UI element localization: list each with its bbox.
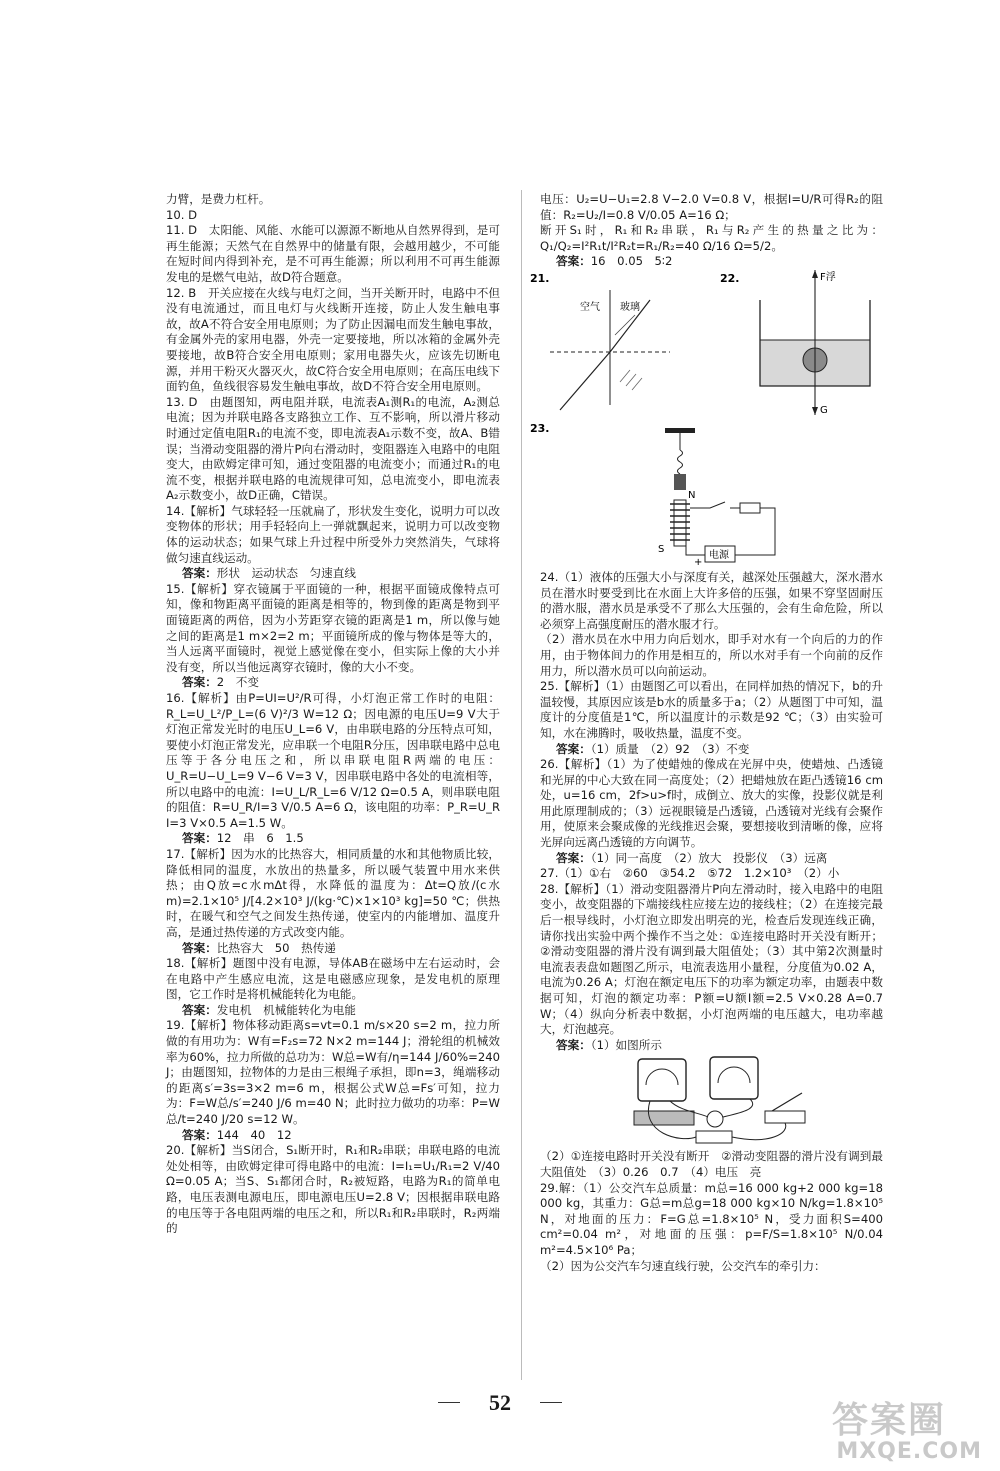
- coil: [670, 504, 690, 540]
- switch: [690, 502, 725, 508]
- answer-20-heat-ratio: 断开S₁时，R₁和R₂串联，R₁与R₂产生的热量之比为：Q₁/Q₂=I²R₁t/I²R₂t=R₁/R₂=40 Ω/16 Ω=5/2。: [540, 223, 883, 253]
- answer-20-analysis: 20.【解析】当S闭合，S₁断开时，R₁和R₂串联；串联电路的电流处处相等，由欧姆定律可得电路中的电流：I=I₁=U₁/R₁=2 V/40 Ω=0.05 A；当S、S₁都闭合时，R₂被短路，电路为R₁的简单电路，电压表测电源电压，即电源电压U=2.8 V；因根据串联电路的电压等于各电阻两端的电压之和，所以R₁和R₂串联时，R₂两端的: [166, 1143, 500, 1236]
- incident-ray: [560, 352, 610, 410]
- answer-17-analysis: 17.【解析】因为水的比热容大，相同质量的水和其他物质比较，降低相同的温度，水放出的热量多，所以暖气装置中用水来供热；由Q放=c水mΔt得，水降低的温度为：Δt=Q放/(c水m)=2.1×10⁵ J/[4.2×10³ J/(kg·℃)×1×10³ kg]=50 ℃；供热时，在暖气和空气之间发生热传递，使室内的内能增加、温度升高，是通过热传递的方式改变内能。: [166, 846, 500, 939]
- voltmeter: [638, 1059, 686, 1101]
- answer-16-key: 答案：12 串 6 1.5: [182, 831, 304, 846]
- answer-25-key: 答案：（1）质量 （2）92 （3）不变: [556, 741, 750, 756]
- answer-16-analysis: 16.【解析】由P=UI=U²/R可得，小灯泡正常工作时的电阻：R_L=U_L²/P_L=(6 V)²/3 W=12 Ω；因电源的电压U=9 V大于灯泡正常发光时的电压U_L=6 V，由串联电路的分压特点可知，要使小灯泡正常发光，应串联一个电阻R分压，因串联电路中总电压等于各分电压之和，所以串联电阻R两端的电压：U_R=U−U_L=9 V−6 V=3 V，因串联电路中各处的电流相等，所以电路中的电流：I=U_L/R_L=6 V/12 Ω=0.5 A，则串联电阻的阻值：R=U_R/I=3 V/0.5 A=6 Ω，该电阻的功率：P_R=U_R I=3 V×0.5 A=1.5 W。: [166, 691, 500, 830]
- watermark-bottom: MXQE.COM: [836, 1439, 982, 1464]
- circuit-photo-figure: [540, 1053, 883, 1149]
- label-glass: 玻璃: [620, 301, 640, 313]
- answer-24-part1: 24.（1）液体的压强大小与深度有关，越深处压强越大，深水潜水员在潜水时要受到比在水面上大许多倍的压强，如果不穿坚固耐压的潜水服，潜水员是承受不了那么大压强的，会有生命危险，所以必须穿上高强度耐压的潜水服才行。: [540, 569, 883, 631]
- label-plus: +: [694, 556, 703, 568]
- page-number: 52: [489, 1390, 511, 1415]
- support-bar: [665, 428, 695, 433]
- answer-19-analysis: 19.【解析】物体移动距离s=vt=0.1 m/s×20 s=2 m，拉力所做的有用功为：W有=F₂s=72 N×2 m=144 J；滑轮组的机械效率为60%，拉力所做的总功为：W总=W有/η=144 J/60%=240 J；由题图知，拉物体的力是由三根绳子承担，即n=3，绳端移动的距离s′=3s=3×2 m=6 m，根据公式W总=Fs′可知，拉力为：F=W总/s′=240 J/6 m=40 N；此时拉力做功的功率：P=W总/t=240 J/20 s=12 W。: [166, 1018, 500, 1127]
- answer-26-key: 答案：（1）同一高度 （2）放大 投影仪 （3）远离: [556, 850, 828, 865]
- iron-core: [674, 500, 686, 546]
- ammeter: [710, 1057, 758, 1099]
- answer-20-key: 答案：16 0.05 5∶2: [556, 254, 673, 269]
- answer-27: 27.（1）①右 ②60 ③54.2 ⑤72 1.2×10³ （2）小: [540, 866, 840, 881]
- answer-29-part2: （2）因为公交汽车匀速直线行驶，公交汽车的牵引力：: [540, 1258, 826, 1273]
- label-n: N: [688, 489, 696, 501]
- refraction-and-buoyancy-figures: [530, 270, 883, 420]
- figures-21-22: [530, 270, 883, 420]
- electromagnet-figure: [530, 420, 883, 570]
- hatching: [620, 370, 642, 390]
- answer-12: 12. B 开关应接在火线与电灯之间，当开关断开时，电路中不但没有电流通过，而且电灯与火线断开连接，防止人发生触电事故，故A不符合安全用电原则；为了防止因漏电而发生触电事故，有金属外壳的家用电器，外壳一定要接地，所以冰箱的金属外壳要接地，故B符合安全用电原则；家用电器失火，应该先切断电源，并用干粉灭火器灭火，故C符合安全用电原则；在高压电线下面钓鱼，鱼线很容易发生触电事故，故D不符合安全用电原则。: [166, 285, 500, 394]
- switch-base: [765, 1111, 805, 1123]
- fig23-number: 23.: [530, 421, 550, 435]
- label-buoyancy: F浮: [820, 271, 836, 283]
- answer-19-key: 答案：144 40 12: [182, 1127, 292, 1142]
- answer-28-analysis: 28.【解析】（1）滑动变阻器滑片P向左滑动时，接入电路中的电阻变小，故变阻器的下端接线柱应接左边的接线柱；（2）在连接完最后一根导线时，小灯泡立即发出明亮的光，检查后发现连线正确，请你找出实验中两个操作不当之处：①连接电路时开关没有断开；②滑动变阻器的滑片没有调到最大阻值处；（3）其中第2次测量时电流表表盘如题图乙所示，电流表选用小量程，分度值为0.02 A，电流为0.26 A；灯泡在额定电压下的功率为额定功率，由题表中数据可知，灯泡的额定功率：P额=U额I额=2.5 V×0.28 A=0.7 W；（4）纵向分析表中数据，小灯泡两端的电压越大，电功率越大，灯泡越亮。: [540, 881, 883, 1037]
- page-number-rule-right: [540, 1402, 562, 1403]
- answer-28-key-continued: （2）①连接电路时开关没有断开 ②滑动变阻器的滑片没有调到最大阻值处 （3）0.26 0.7 （4）电压 亮: [540, 1149, 883, 1179]
- answer-17-key: 答案：比热容大 50 热传递: [182, 940, 336, 955]
- watermark-logo: [832, 1402, 982, 1468]
- label-power: 电源: [709, 549, 729, 561]
- answer-18-analysis: 18.【解析】题图中没有电源，导体AB在磁场中左右运动时，会在电路中产生感应电流，这是电磁感应现象，是发电机的原理图，它工作时是将机械能转化为电能。: [166, 956, 500, 1002]
- label-s: S: [658, 543, 665, 555]
- fig22-number: 22.: [720, 271, 740, 285]
- resistor: [740, 503, 760, 513]
- answer-29-part1: 29.解：（1）公交汽车总质量：m总=16 000 kg+2 000 kg=18 000 kg，其重力：G总=m总g=18 000 kg×10 N/kg=1.8×10⁵ N，对地面的压力：F=G总=1.8×10⁵ N，受力面积S=400 cm²=0.04 m²，对地面的压强：p=F/S=1.8×10⁵ N/0.04 m²=4.5×10⁶ Pa；: [540, 1180, 883, 1257]
- figure-23: [530, 420, 883, 570]
- answer-28-key: 答案：（1）如图所示: [556, 1037, 662, 1052]
- answer-24-part2: （2）潜水员在水中用力向后划水，即手对水有一个向后的力的作用，由于物体间力的作用是相互的，所以水对手有一个向前的反作用力，所以潜水员可以向前运动。: [540, 632, 883, 678]
- magnet: [674, 474, 686, 490]
- battery: [696, 1131, 732, 1143]
- answer-10: 10. D: [166, 207, 198, 222]
- figure-28: [540, 1053, 883, 1149]
- answer-15-analysis: 15.【解析】穿衣镜属于平面镜的一种，根据平面镜成像特点可知，像和物距离平面镜的距离是相等的，物到像的距离是物到平面镜距离的两倍，因为小芳距穿衣镜的距离是1 m，所以像与她之间的距离是1 m×2=2 m；平面镜所成的像与物体是等大的，当人远离平面镜时，视觉上感觉像在变小，但实际上像的大小并没有变，所以当他远离穿衣镜时，像的大小不变。: [166, 581, 500, 674]
- column-divider: [521, 190, 522, 1380]
- answer-26-analysis: 26.【解析】（1）为了使蜡烛的像成在光屏中央，使蜡烛、凸透镜和光屏的中心大致在同一高度处；（2）把蜡烛放在距凸透镜16 cm处，u=16 cm，2f>u>f时，成倒立、放大的实像，投影仪就是利用此原理制成的；（3）远视眼镜是凸透镜，凸透镜对光线有会聚作用，使原来会聚成像的光线推迟会聚，要想接收到清晰的像，应将光屏向远离凸透镜的方向调节。: [540, 757, 883, 850]
- spring: [678, 450, 683, 474]
- answer-15-key: 答案：2 不变: [182, 675, 259, 690]
- rheostat: [634, 1111, 694, 1125]
- answer-fragment-9: 力臂，是费力杠杆。: [166, 192, 271, 206]
- answer-25-analysis: 25.【解析】（1）由题图乙可以看出，在同样加热的情况下，b的升温较慢，其原因应该是b水的质量多于a；（2）从题图丁中可知，温度计的分度值是1℃，所以温度计的示数是92 ℃；（3）由实验可知，水在沸腾时，吸收热量，温度不变。: [540, 679, 883, 740]
- watermark-top: 答案圈: [832, 1400, 947, 1441]
- answer-13: 13. D 由题图知，两电阻并联，电流表A₁测R₁的电流，A₂测总电流；因为并联电路各支路独立工作、互不影响，所以滑片移动时通过定值电阻R₁的电流不变，即电流表A₁示数不变，故A、B错误；当滑动变阻器的滑片P向右滑动时，变阻器连入电路中的电阻变大，由欧姆定律可知，通过变阻器的电流变小；而通过R₁的电流不变，根据并联电路的电流规律可知，总电流变小，即电流表A₂示数变小，故D正确，C错误。: [166, 394, 500, 503]
- answer-11: 11. D 太阳能、风能、水能可以源源不断地从自然界得到，是可再生能源；天然气在自然界中的储量有限，会越用越少，不可能在短时间内得到补充，是不可再生能源；所以利用不可再生能源发电的是燃气电站，故D符合题意。: [166, 223, 500, 284]
- left-column: [166, 192, 500, 1237]
- bulb: [707, 1111, 723, 1127]
- answer-14-key: 答案：形状 运动状态 匀速直线: [182, 566, 356, 581]
- label-gravity: G: [820, 404, 828, 416]
- right-column: [530, 192, 883, 1274]
- answer-14-analysis: 14.【解析】气球轻轻一压就扁了，形状发生变化，说明力可以改变物体的形状；用手轻轻向上一弹就飘起来，说明力可以改变物体的运动状态；如果气球上升过程中所受外力突然消失，气球将做匀速直线运动。: [166, 503, 500, 565]
- label-air: 空气: [580, 301, 600, 313]
- answer-20-continued: 电压：U₂=U−U₁=2.8 V−2.0 V=0.8 V，根据I=U/R可得R₂的阻值：R₂=U₂/I=0.8 V/0.05 A=16 Ω；: [540, 192, 883, 222]
- fig21-number: 21.: [530, 271, 550, 285]
- answer-18-key: 答案：发电机 机械能转化为电能: [182, 1002, 356, 1017]
